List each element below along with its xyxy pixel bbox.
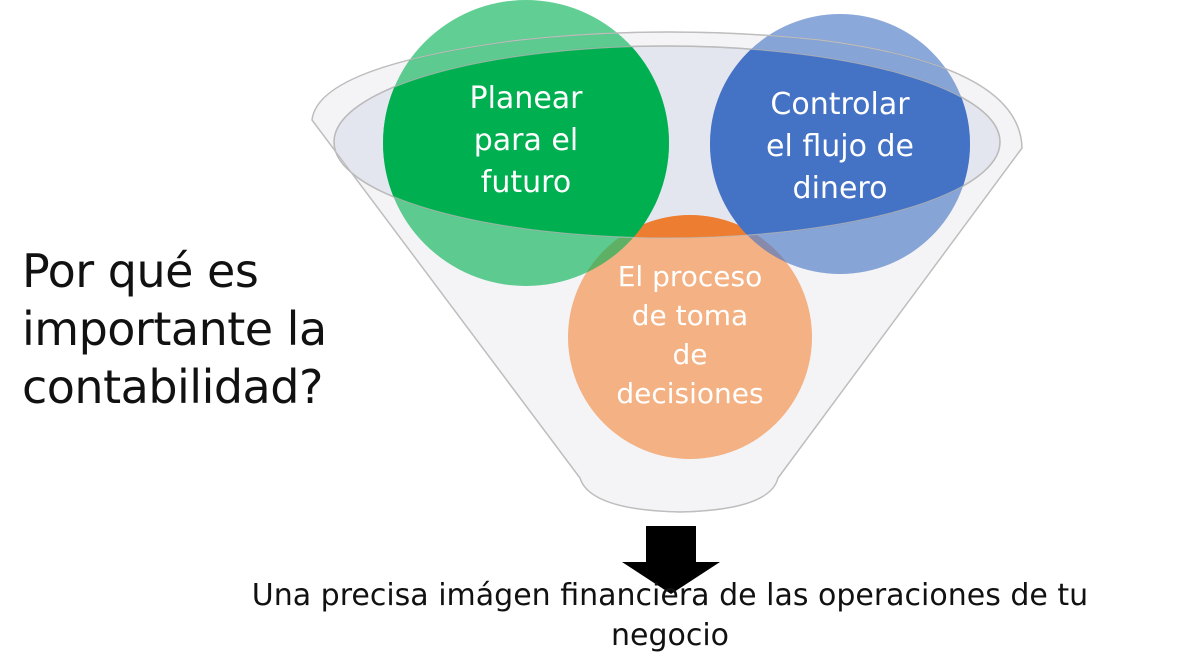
circle-label-line: Controlar bbox=[770, 87, 910, 122]
circle-label-line: para el bbox=[473, 123, 579, 158]
circle-label-line: El proceso bbox=[617, 260, 763, 293]
conclusion-text bbox=[180, 576, 1160, 656]
circle-label-line: futuro bbox=[480, 165, 572, 200]
conclusion-line: Una precisa imágen financiera de las operaciones de tu bbox=[251, 578, 1089, 613]
question-line: Por qué es bbox=[22, 244, 259, 298]
question-text bbox=[22, 242, 382, 416]
circle-label-line: el flujo de bbox=[766, 129, 914, 164]
circle-plan-label bbox=[470, 81, 584, 200]
conclusion-line: negocio bbox=[610, 618, 730, 653]
circle-label-line: Planear bbox=[469, 81, 583, 116]
circle-label-line: de bbox=[672, 338, 708, 371]
circle-label-line: de toma bbox=[631, 299, 749, 332]
question-line: importante la bbox=[22, 302, 327, 356]
circle-label-line: dinero bbox=[792, 171, 888, 206]
circle-label-line: decisiones bbox=[616, 377, 764, 410]
question-line: contabilidad? bbox=[22, 360, 323, 414]
